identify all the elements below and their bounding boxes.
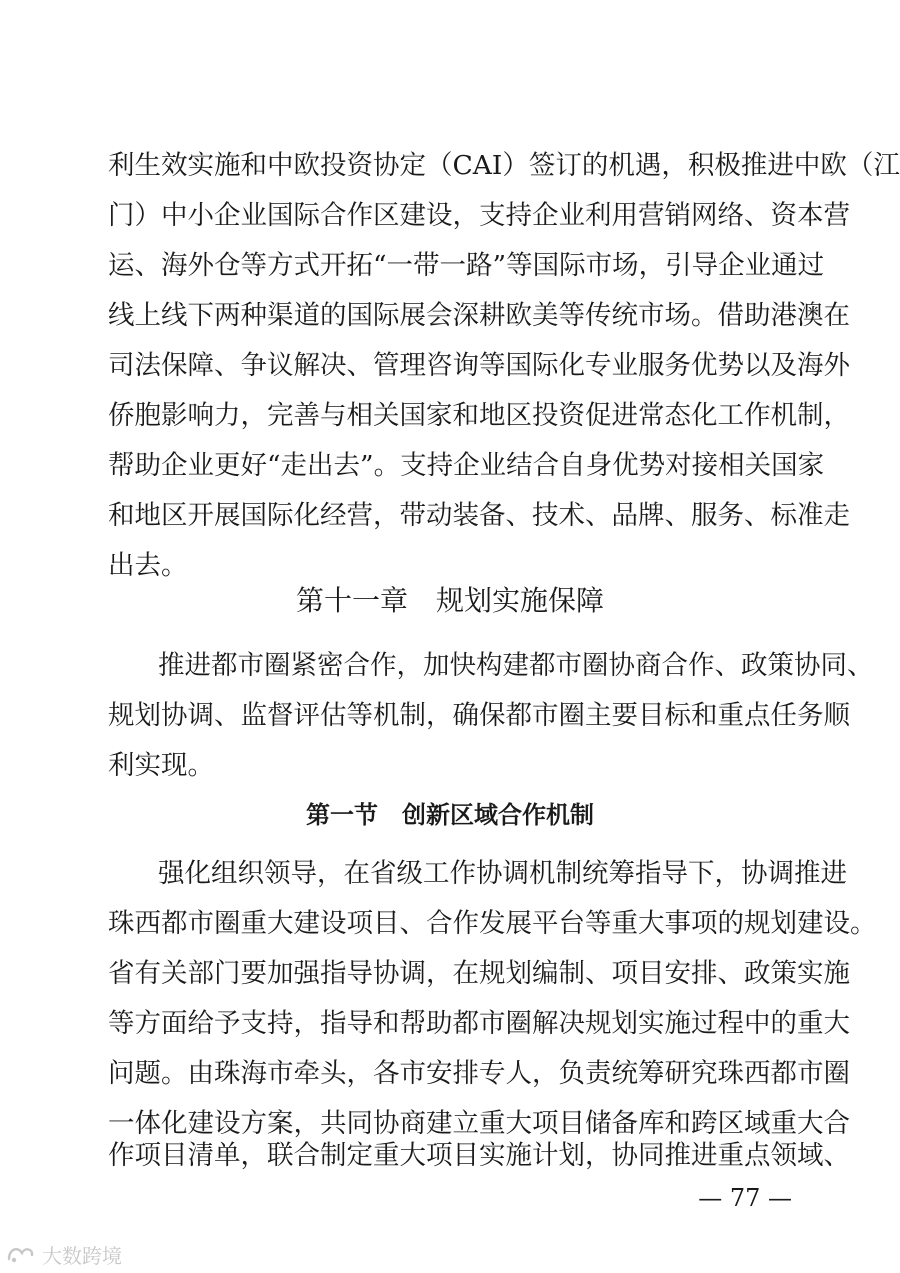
text-line: 和地区开展国际化经营，带动装备、技术、品牌、服务、标准走 [108,500,850,531]
text-line: 运、海外仓等方式开拓“一带一路”等国际市场，引导企业通过 [108,250,825,281]
section-heading: 第一节 创新区域合作机制 [306,801,594,829]
watermark-text: 大数跨境 [42,1243,122,1268]
text-line: 推进都市圈紧密合作，加快构建都市圈协商合作、政策协同、 [158,650,874,681]
watermark [6,1240,122,1268]
text-line: 利实现。 [108,750,214,781]
text-line: 司法保障、争议解决、管理咨询等国际化专业服务优势以及海外 [108,350,850,381]
logo-icon [6,1243,36,1265]
text-line: 作项目清单，联合制定重大项目实施计划，协同推进重点领域、 [108,1140,850,1171]
page-number: — 77 — [698,1184,792,1212]
text-line: 帮助企业更好“走出去”。支持企业结合自身优势对接相关国家 [108,450,825,481]
text-line: 侨胞影响力，完善与相关国家和地区投资促进常态化工作机制， [108,400,850,431]
text-line: 出去。 [108,550,188,581]
text-line: 强化组织领导，在省级工作协调机制统筹指导下，协调推进 [158,858,847,889]
text-line: 等方面给予支持，指导和帮助都市圈解决规划实施过程中的重大 [108,1008,850,1039]
text-line: 门）中小企业国际合作区建设，支持企业利用营销网络、资本营 [108,200,850,231]
text-line: 一体化建设方案，共同协商建立重大项目储备库和跨区域重大合 [108,1108,850,1139]
text-line: 珠西都市圈重大建设项目、合作发展平台等重大事项的规划建设。 [108,908,877,939]
text-line: 线上线下两种渠道的国际展会深耕欧美等传统市场。借助港澳在 [108,300,850,331]
chapter-heading: 第十一章 规划实施保障 [295,584,604,617]
text-line: 规划协调、监督评估等机制，确保都市圈主要目标和重点任务顺 [108,700,850,731]
text-line: 问题。由珠海市牵头，各市安排专人，负责统筹研究珠西都市圈 [108,1058,850,1089]
text-line: 省有关部门要加强指导协调，在规划编制、项目安排、政策实施 [108,958,850,989]
text-line: 利生效实施和中欧投资协定（CAI）签订的机遇，积极推进中欧（江 [108,150,900,181]
